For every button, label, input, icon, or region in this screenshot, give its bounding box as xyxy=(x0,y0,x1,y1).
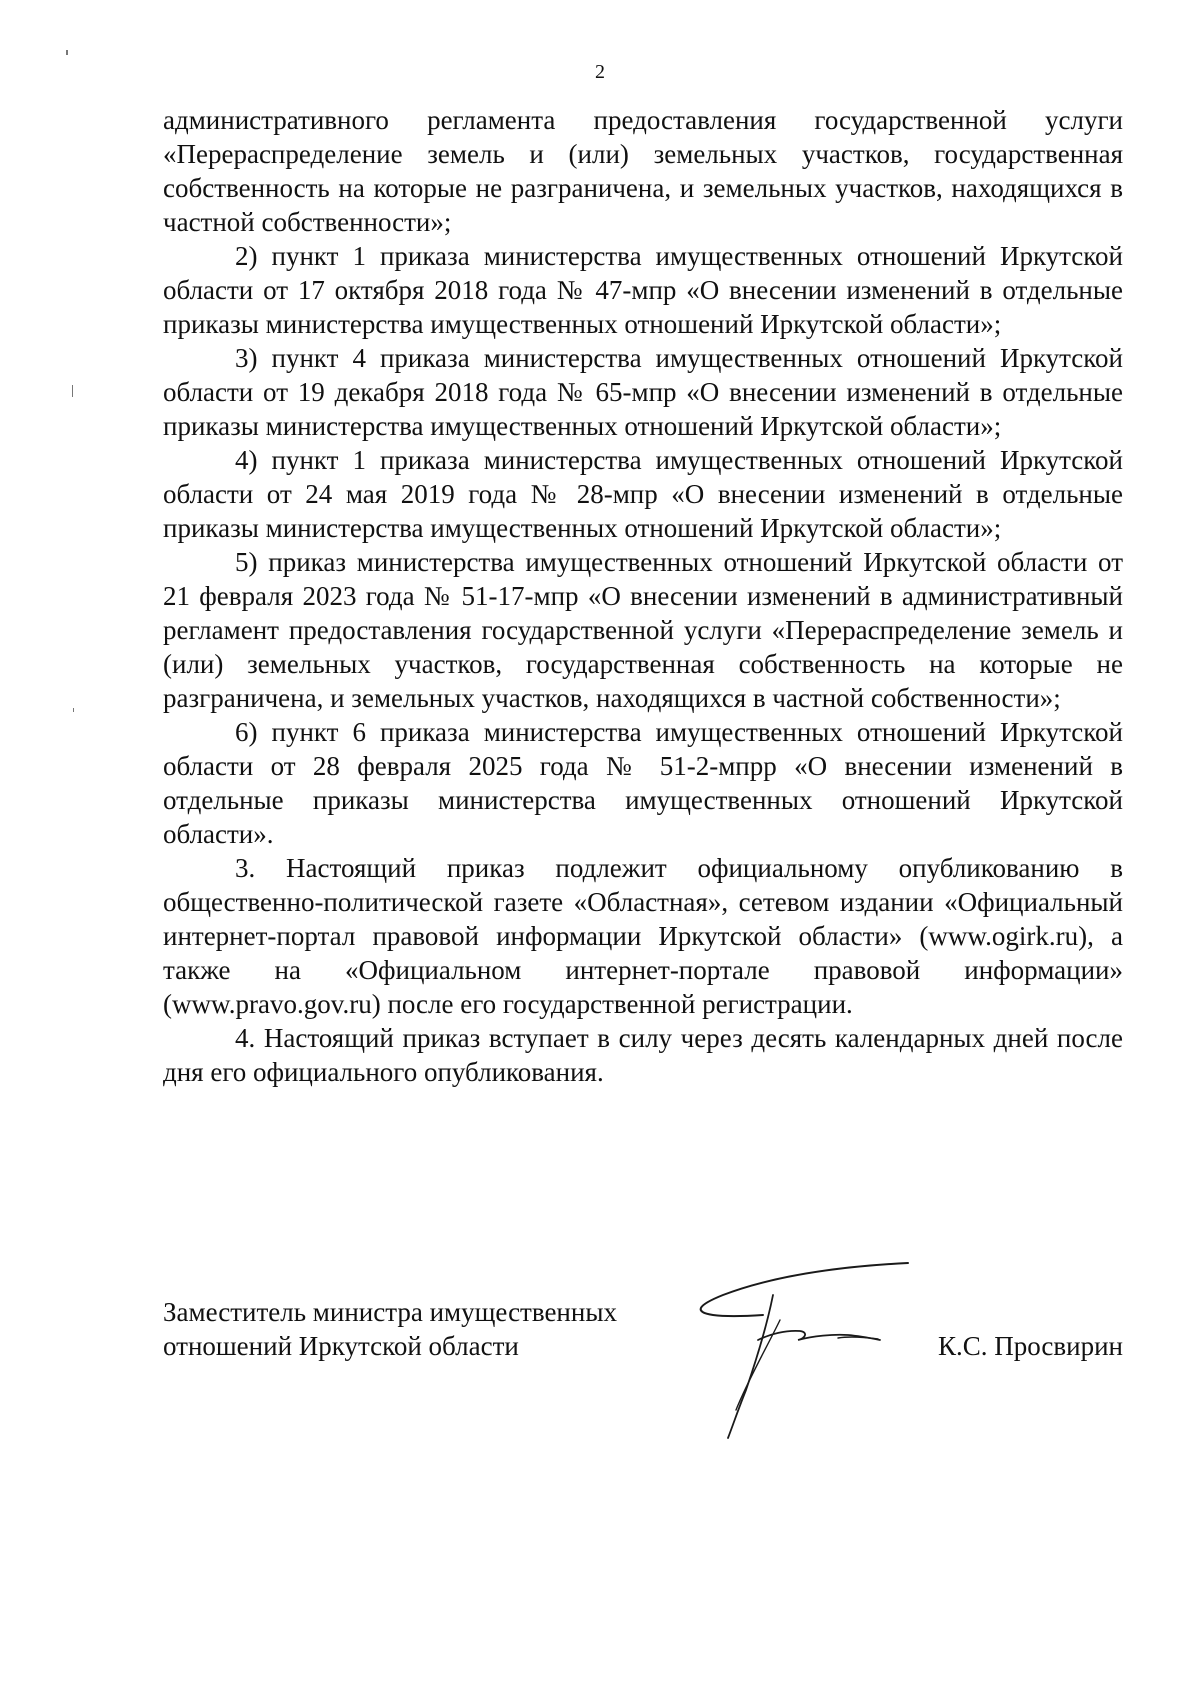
signature-block xyxy=(163,1295,1123,1455)
list-item-2: 2) пункт 1 приказа министерства имущественных отношений Иркутской области от 17 октября 2018 года № 47-мпр «О внесении изменений в отдельные приказы министерства имущественных отношений Иркутской области»; xyxy=(163,241,1123,339)
clause-4-effective-date: 4. Настоящий приказ вступает в силу через десять календарных дней после дня его официального опубликования. xyxy=(163,1023,1123,1087)
signer-position-line: отношений Иркутской области xyxy=(163,1331,519,1361)
signer-name: К.С. Просвирин xyxy=(937,1331,1123,1361)
clause-3-publication: 3. Настоящий приказ подлежит официальному опубликованию в общественно-политической газете «Областная», сетевом издании «Официальный интернет-портал правовой информации Иркутской области» (www.ogirk.ru), а также на «Официальном интернет-портале правовой информации» (www.pravo.gov.ru) после его государственной регистрации. xyxy=(163,853,1123,1019)
signer-position-line: Заместитель министра имущественных xyxy=(163,1297,617,1327)
signer-position xyxy=(163,1295,663,1363)
document-body xyxy=(163,103,1123,1089)
scan-speck xyxy=(72,385,73,397)
list-item-4: 4) пункт 1 приказа министерства имущественных отношений Иркутской области от 24 мая 2019 года № 28-мпр «О внесении изменений в отдельные приказы министерства имущественных отношений Иркутской области»; xyxy=(163,445,1123,543)
scan-speck xyxy=(66,50,68,55)
list-item-6: 6) пункт 6 приказа министерства имущественных отношений Иркутской области от 28 февраля 2025 года № 51-2-мпрр «О внесении изменений в отдельные приказы министерства имущественных отношений Иркутской области». xyxy=(163,717,1123,849)
list-item-5: 5) приказ министерства имущественных отношений Иркутской области от 21 февраля 2023 года № 51-17-мпр «О внесении изменений в административный регламент предоставления государственной услуги «Перераспределение земель и (или) земельных участков, государственная собственность на которые не разграничена, и земельных участков, находящихся в частной собственности»; xyxy=(163,547,1123,713)
paragraph-continuation: административного регламента предоставления государственной услуги «Перераспределение земель и (или) земельных участков, государственная собственность на которые не разграничена, и земельных участков, находящихся в частной собственности»; xyxy=(163,105,1123,237)
handwritten-signature xyxy=(688,1260,948,1460)
scan-speck xyxy=(73,708,74,712)
list-item-3: 3) пункт 4 приказа министерства имущественных отношений Иркутской области от 19 декабря 2018 года № 65-мпр «О внесении изменений в отдельные приказы министерства имущественных отношений Иркутской области»; xyxy=(163,343,1123,441)
page-number: 2 xyxy=(595,61,605,83)
